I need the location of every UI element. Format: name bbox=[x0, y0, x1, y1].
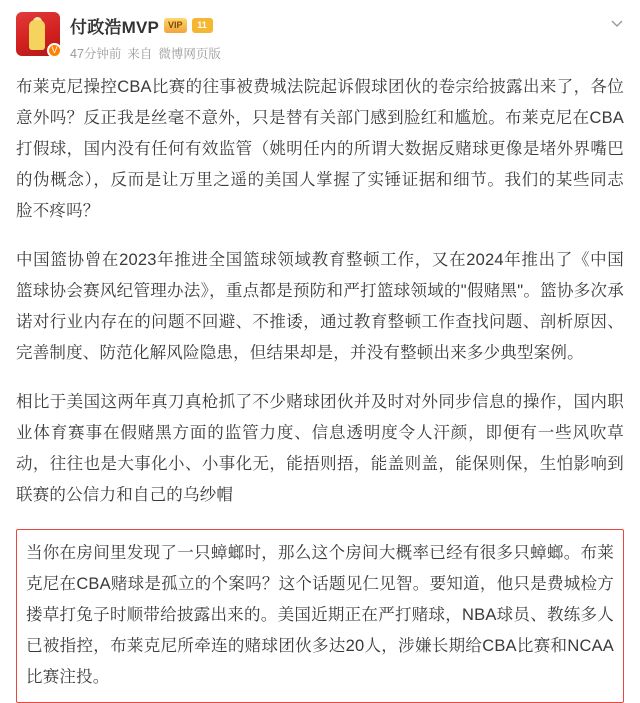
post-meta bbox=[70, 12, 624, 62]
post-content bbox=[16, 72, 624, 703]
avatar[interactable] bbox=[16, 12, 60, 56]
verified-badge-icon: V bbox=[47, 43, 62, 58]
member-level-badge[interactable]: 11 bbox=[192, 18, 213, 33]
highlighted-paragraph-box bbox=[16, 529, 624, 703]
post-source-link[interactable]: 微博网页版 bbox=[158, 47, 221, 61]
author-name[interactable]: 付政浩MVP bbox=[70, 18, 160, 37]
post-subline bbox=[70, 44, 624, 62]
post-timestamp: 47分钟前 bbox=[70, 47, 122, 61]
avatar-figure-body bbox=[29, 20, 45, 50]
post-paragraph-1: 布莱克尼操控CBA比赛的往事被费城法院起诉假球团伙的卷宗给披露出来了，各位意外吗？反正我是丝毫不意外，只是替有关部门感到脸红和尴尬。布莱克尼在CBA打假球，国内没有任何有效监管（姚明任内的所谓大数据反赌球更像是堵外界嘴巴的伪概念），反而是让万里之遥的美国人掌握了实锤证据和细节。我们的某些同志脸不疼吗？ bbox=[16, 78, 624, 220]
post-paragraph-highlighted: 当你在房间里发现了一只蟑螂时，那么这个房间大概率已经有很多只蟑螂。布莱克尼在CBA赌球是孤立的个案吗？这个话题见仁见智。要知道，他只是费城检方搂草打兔子时顺带给披露出来的。美国近期正在严打赌球，NBA球员、教练多人已被指控，布莱克尼所牵连的赌球团伙多达20人，涉嫌长期给CBA比赛和NCAA比赛注投。 bbox=[26, 544, 614, 686]
post-paragraph-3: 相比于美国这两年真刀真枪抓了不少赌球团伙并及时对外同步信息的操作，国内职业体育赛事在假赌黑方面的监管力度、信息透明度令人汗颜，即便有一些风吹草动，往往也是大事化小、小事化无，能捂则捂，能盖则盖，能保则保，生怕影响到联赛的公信力和自己的乌纱帽 bbox=[16, 393, 624, 504]
post-paragraph-2: 中国篮协曾在2023年推进全国篮球领域教育整顿工作，又在2024年推出了《中国篮球协会赛风纪管理办法》，重点都是预防和严打篮球领域的"假赌黑"。篮协多次承诺对行业内存在的问题不回避、不推诿，通过教育整顿工作查找问题、剖析原因、完善制度、防范化解风险隐患，但结果却是，并没有整顿出来多少典型案例。 bbox=[16, 251, 624, 362]
vip-badge[interactable]: VIP bbox=[164, 18, 187, 33]
author-row bbox=[70, 13, 624, 38]
source-prefix: 来自 bbox=[127, 47, 153, 61]
post-header bbox=[16, 12, 624, 62]
chevron-down-icon[interactable] bbox=[610, 16, 624, 30]
